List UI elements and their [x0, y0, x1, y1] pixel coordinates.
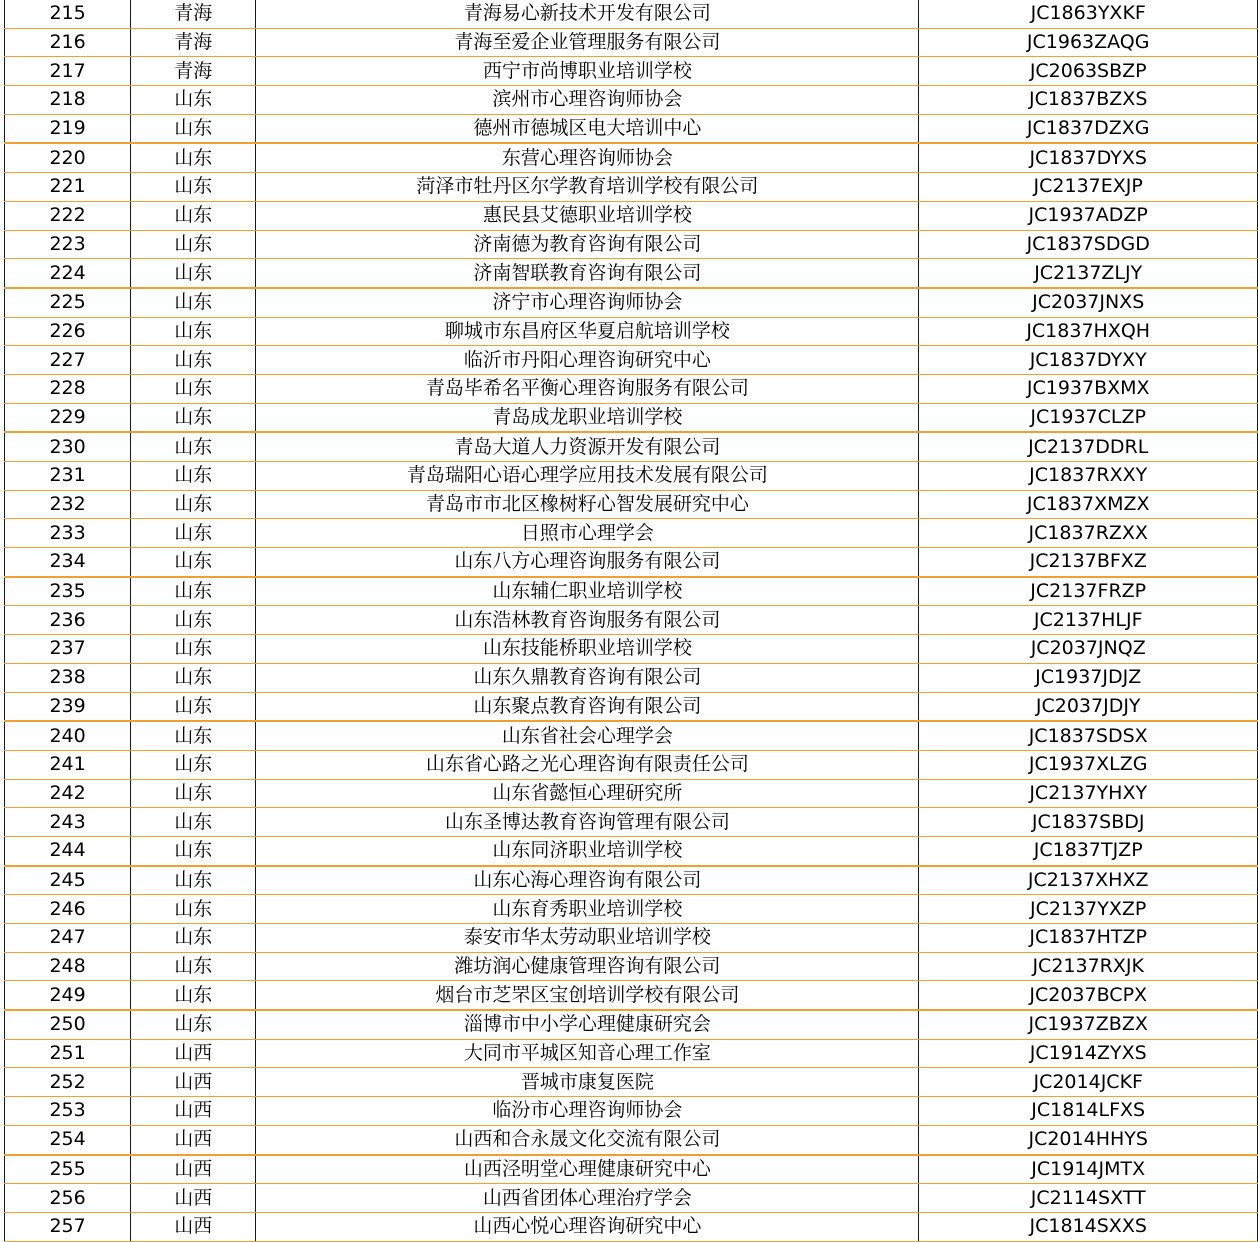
province-cell: 山东 — [131, 836, 256, 865]
institution-code-cell: JC1814LFXS — [919, 1097, 1258, 1126]
table-row — [5, 952, 1258, 981]
row-number-cell: 223 — [5, 230, 131, 259]
province-cell: 山东 — [131, 462, 256, 491]
row-number-cell: 215 — [5, 0, 131, 28]
organization-name-cell: 山东省社会心理学会 — [256, 721, 919, 750]
institution-code-cell: JC1837HXQH — [919, 317, 1258, 346]
province-cell: 山东 — [131, 346, 256, 375]
table-row — [5, 1010, 1258, 1039]
table-row — [5, 866, 1258, 895]
province-cell: 山东 — [131, 924, 256, 953]
organization-name-cell: 济南德为教育咨询有限公司 — [256, 230, 919, 259]
institution-code-cell: JC1837SBDJ — [919, 808, 1258, 837]
row-number-cell: 251 — [5, 1039, 131, 1068]
row-number-cell: 238 — [5, 663, 131, 692]
table-row — [5, 779, 1258, 808]
institution-code-cell: JC2137RXJK — [919, 952, 1258, 981]
institution-code-cell: JC2037JDJY — [919, 692, 1258, 721]
organization-name-cell: 青岛瑞阳心语心理学应用技术发展有限公司 — [256, 462, 919, 491]
province-cell: 山东 — [131, 173, 256, 202]
organization-name-cell: 临汾市心理咨询师协会 — [256, 1097, 919, 1126]
institution-code-cell: JC1837BZXS — [919, 86, 1258, 115]
province-cell: 山东 — [131, 374, 256, 403]
organization-name-cell: 山东省懿恒心理研究所 — [256, 779, 919, 808]
institution-code-cell: JC1837DYXY — [919, 346, 1258, 375]
province-cell: 山东 — [131, 548, 256, 577]
table-row — [5, 519, 1258, 548]
table-row — [5, 981, 1258, 1010]
table-row — [5, 1155, 1258, 1184]
table-row — [5, 1068, 1258, 1097]
province-cell: 山东 — [131, 606, 256, 635]
table-row — [5, 1039, 1258, 1068]
institution-code-cell: JC2063SBZP — [919, 57, 1258, 86]
organization-name-cell: 济宁市心理咨询师协会 — [256, 288, 919, 317]
table-row — [5, 1184, 1258, 1213]
province-cell: 青海 — [131, 0, 256, 28]
province-cell: 山东 — [131, 895, 256, 924]
organization-name-cell: 济南智联教育咨询有限公司 — [256, 259, 919, 288]
table-row — [5, 114, 1258, 143]
row-number-cell: 256 — [5, 1184, 131, 1213]
table-row — [5, 462, 1258, 491]
province-cell: 山东 — [131, 259, 256, 288]
institution-code-cell: JC1937JDJZ — [919, 663, 1258, 692]
province-cell: 山东 — [131, 86, 256, 115]
row-number-cell: 255 — [5, 1155, 131, 1184]
organization-name-cell: 山东聚点教育咨询有限公司 — [256, 692, 919, 721]
row-number-cell: 222 — [5, 201, 131, 230]
province-cell: 山东 — [131, 866, 256, 895]
province-cell: 山东 — [131, 288, 256, 317]
province-cell: 山东 — [131, 692, 256, 721]
province-cell: 山东 — [131, 663, 256, 692]
province-cell: 山东 — [131, 201, 256, 230]
organization-name-cell: 青海易心新技术开发有限公司 — [256, 0, 919, 28]
organization-name-cell: 青海至爱企业管理服务有限公司 — [256, 28, 919, 57]
organization-name-cell: 山西心悦心理咨询研究中心 — [256, 1212, 919, 1241]
table-row — [5, 86, 1258, 115]
table-row — [5, 28, 1258, 57]
row-number-cell: 227 — [5, 346, 131, 375]
table-row — [5, 143, 1258, 172]
province-cell: 山东 — [131, 721, 256, 750]
province-cell: 山东 — [131, 114, 256, 143]
province-cell: 山东 — [131, 1010, 256, 1039]
table-row — [5, 1212, 1258, 1241]
province-cell: 山东 — [131, 143, 256, 172]
row-number-cell: 226 — [5, 317, 131, 346]
institution-code-cell: JC1937ZBZX — [919, 1010, 1258, 1039]
organization-name-cell: 青岛毕希名平衡心理咨询服务有限公司 — [256, 374, 919, 403]
organization-name-cell: 山东技能桥职业培训学校 — [256, 635, 919, 664]
table-row — [5, 173, 1258, 202]
institution-code-cell: JC2014JCKF — [919, 1068, 1258, 1097]
institution-code-cell: JC2037JNQZ — [919, 635, 1258, 664]
table-row — [5, 230, 1258, 259]
row-number-cell: 257 — [5, 1212, 131, 1241]
table-row — [5, 721, 1258, 750]
table-row — [5, 0, 1258, 28]
row-number-cell: 241 — [5, 750, 131, 779]
organization-name-cell: 惠民县艾德职业培训学校 — [256, 201, 919, 230]
institution-code-cell: JC2137EXJP — [919, 173, 1258, 202]
institution-code-cell: JC1937XLZG — [919, 750, 1258, 779]
table-row — [5, 288, 1258, 317]
organization-name-cell: 山西和合永晟文化交流有限公司 — [256, 1125, 919, 1154]
institution-code-cell: JC2114SXTT — [919, 1184, 1258, 1213]
organization-name-cell: 山西省团体心理治疗学会 — [256, 1184, 919, 1213]
institution-code-cell: JC2037BCPX — [919, 981, 1258, 1010]
row-number-cell: 236 — [5, 606, 131, 635]
institution-code-cell: JC2137HLJF — [919, 606, 1258, 635]
institution-code-cell: JC1937CLZP — [919, 403, 1258, 432]
province-cell: 山东 — [131, 808, 256, 837]
institution-code-cell: JC1837HTZP — [919, 924, 1258, 953]
organization-name-cell: 晋城市康复医院 — [256, 1068, 919, 1097]
row-number-cell: 237 — [5, 635, 131, 664]
institution-code-cell: JC1914JMTX — [919, 1155, 1258, 1184]
row-number-cell: 244 — [5, 836, 131, 865]
province-cell: 山东 — [131, 432, 256, 461]
row-number-cell: 228 — [5, 374, 131, 403]
organization-name-cell: 德州市德城区电大培训中心 — [256, 114, 919, 143]
institution-code-cell: JC2037JNXS — [919, 288, 1258, 317]
organization-name-cell: 烟台市芝罘区宝创培训学校有限公司 — [256, 981, 919, 1010]
table-row — [5, 490, 1258, 519]
organization-name-cell: 日照市心理学会 — [256, 519, 919, 548]
organization-name-cell: 菏泽市牡丹区尔学教育培训学校有限公司 — [256, 173, 919, 202]
province-cell: 山东 — [131, 230, 256, 259]
institution-code-cell: JC1963ZAQG — [919, 28, 1258, 57]
row-number-cell: 230 — [5, 432, 131, 461]
province-cell: 山西 — [131, 1155, 256, 1184]
organization-name-cell: 西宁市尚博职业培训学校 — [256, 57, 919, 86]
row-number-cell: 232 — [5, 490, 131, 519]
row-number-cell: 216 — [5, 28, 131, 57]
province-cell: 山东 — [131, 750, 256, 779]
institution-code-cell: JC1837TJZP — [919, 836, 1258, 865]
organization-name-cell: 山东辅仁职业培训学校 — [256, 577, 919, 606]
institution-code-cell: JC1937ADZP — [919, 201, 1258, 230]
row-number-cell: 240 — [5, 721, 131, 750]
province-cell: 青海 — [131, 57, 256, 86]
table-row — [5, 374, 1258, 403]
organization-name-cell: 青岛市市北区橡树籽心智发展研究中心 — [256, 490, 919, 519]
province-cell: 山东 — [131, 577, 256, 606]
row-number-cell: 249 — [5, 981, 131, 1010]
province-cell: 山东 — [131, 519, 256, 548]
table-row — [5, 895, 1258, 924]
row-number-cell: 235 — [5, 577, 131, 606]
province-cell: 山西 — [131, 1068, 256, 1097]
organization-name-cell: 大同市平城区知音心理工作室 — [256, 1039, 919, 1068]
institution-code-cell: JC1837RXXY — [919, 462, 1258, 491]
table-row — [5, 259, 1258, 288]
table-row — [5, 57, 1258, 86]
organization-name-cell: 山东育秀职业培训学校 — [256, 895, 919, 924]
institution-code-cell: JC2014HHYS — [919, 1125, 1258, 1154]
row-number-cell: 247 — [5, 924, 131, 953]
row-number-cell: 250 — [5, 1010, 131, 1039]
institution-code-cell: JC1837SDGD — [919, 230, 1258, 259]
table-row — [5, 548, 1258, 577]
organization-name-cell: 聊城市东昌府区华夏启航培训学校 — [256, 317, 919, 346]
organization-name-cell: 山东同济职业培训学校 — [256, 836, 919, 865]
province-cell: 山东 — [131, 403, 256, 432]
organization-name-cell: 山东心海心理咨询有限公司 — [256, 866, 919, 895]
institution-code-cell: JC1837RZXX — [919, 519, 1258, 548]
row-number-cell: 217 — [5, 57, 131, 86]
province-cell: 山东 — [131, 317, 256, 346]
row-number-cell: 231 — [5, 462, 131, 491]
row-number-cell: 246 — [5, 895, 131, 924]
organization-name-cell: 泰安市华太劳动职业培训学校 — [256, 924, 919, 953]
institution-code-cell: JC1863YXKF — [919, 0, 1258, 28]
institution-code-cell: JC1814SXXS — [919, 1212, 1258, 1241]
organization-name-cell: 青岛大道人力资源开发有限公司 — [256, 432, 919, 461]
table-row — [5, 924, 1258, 953]
institution-code-cell: JC2137BFXZ — [919, 548, 1258, 577]
row-number-cell: 229 — [5, 403, 131, 432]
province-cell: 山东 — [131, 779, 256, 808]
province-cell: 山西 — [131, 1184, 256, 1213]
table-body — [5, 0, 1258, 1241]
institution-code-cell: JC2137XHXZ — [919, 866, 1258, 895]
province-cell: 山西 — [131, 1212, 256, 1241]
table-row — [5, 346, 1258, 375]
row-number-cell: 220 — [5, 143, 131, 172]
row-number-cell: 248 — [5, 952, 131, 981]
institution-code-cell: JC2137YXZP — [919, 895, 1258, 924]
organization-name-cell: 潍坊润心健康管理咨询有限公司 — [256, 952, 919, 981]
row-number-cell: 219 — [5, 114, 131, 143]
row-number-cell: 225 — [5, 288, 131, 317]
institution-code-cell: JC1937BXMX — [919, 374, 1258, 403]
organization-name-cell: 山西泾明堂心理健康研究中心 — [256, 1155, 919, 1184]
province-cell: 青海 — [131, 28, 256, 57]
row-number-cell: 243 — [5, 808, 131, 837]
table-row — [5, 1125, 1258, 1154]
table-row — [5, 808, 1258, 837]
table-row — [5, 403, 1258, 432]
row-number-cell: 245 — [5, 866, 131, 895]
table-row — [5, 836, 1258, 865]
table-row — [5, 750, 1258, 779]
organization-name-cell: 山东省心路之光心理咨询有限责任公司 — [256, 750, 919, 779]
province-cell: 山东 — [131, 635, 256, 664]
organization-name-cell: 淄博市中小学心理健康研究会 — [256, 1010, 919, 1039]
row-number-cell: 242 — [5, 779, 131, 808]
row-number-cell: 254 — [5, 1125, 131, 1154]
table-row — [5, 663, 1258, 692]
row-number-cell: 221 — [5, 173, 131, 202]
row-number-cell: 224 — [5, 259, 131, 288]
institution-code-cell: JC1837SDSX — [919, 721, 1258, 750]
organization-name-cell: 滨州市心理咨询师协会 — [256, 86, 919, 115]
organization-name-cell: 东营心理咨询师协会 — [256, 143, 919, 172]
table-row — [5, 1097, 1258, 1126]
province-cell: 山东 — [131, 981, 256, 1010]
table-row — [5, 692, 1258, 721]
province-cell: 山西 — [131, 1097, 256, 1126]
province-cell: 山东 — [131, 490, 256, 519]
province-cell: 山西 — [131, 1039, 256, 1068]
row-number-cell: 218 — [5, 86, 131, 115]
institution-code-cell: JC2137ZLJY — [919, 259, 1258, 288]
province-cell: 山东 — [131, 952, 256, 981]
table-row — [5, 201, 1258, 230]
institution-code-cell: JC1837DZXG — [919, 114, 1258, 143]
organization-name-cell: 青岛成龙职业培训学校 — [256, 403, 919, 432]
table-row — [5, 635, 1258, 664]
institution-code-cell: JC1837XMZX — [919, 490, 1258, 519]
table-row — [5, 432, 1258, 461]
row-number-cell: 253 — [5, 1097, 131, 1126]
organization-name-cell: 临沂市丹阳心理咨询研究中心 — [256, 346, 919, 375]
row-number-cell: 239 — [5, 692, 131, 721]
organization-name-cell: 山东久鼎教育咨询有限公司 — [256, 663, 919, 692]
organization-name-cell: 山东八方心理咨询服务有限公司 — [256, 548, 919, 577]
table-row — [5, 577, 1258, 606]
institution-code-cell: JC2137YHXY — [919, 779, 1258, 808]
organization-name-cell: 山东圣博达教育咨询管理有限公司 — [256, 808, 919, 837]
row-number-cell: 234 — [5, 548, 131, 577]
organization-name-cell: 山东浩林教育咨询服务有限公司 — [256, 606, 919, 635]
institution-code-cell: JC1837DYXS — [919, 143, 1258, 172]
institution-code-cell: JC2137FRZP — [919, 577, 1258, 606]
institution-table — [4, 0, 1258, 1242]
row-number-cell: 252 — [5, 1068, 131, 1097]
institution-code-cell: JC1914ZYXS — [919, 1039, 1258, 1068]
table-row — [5, 606, 1258, 635]
institution-code-cell: JC2137DDRL — [919, 432, 1258, 461]
row-number-cell: 233 — [5, 519, 131, 548]
table-row — [5, 317, 1258, 346]
province-cell: 山西 — [131, 1125, 256, 1154]
